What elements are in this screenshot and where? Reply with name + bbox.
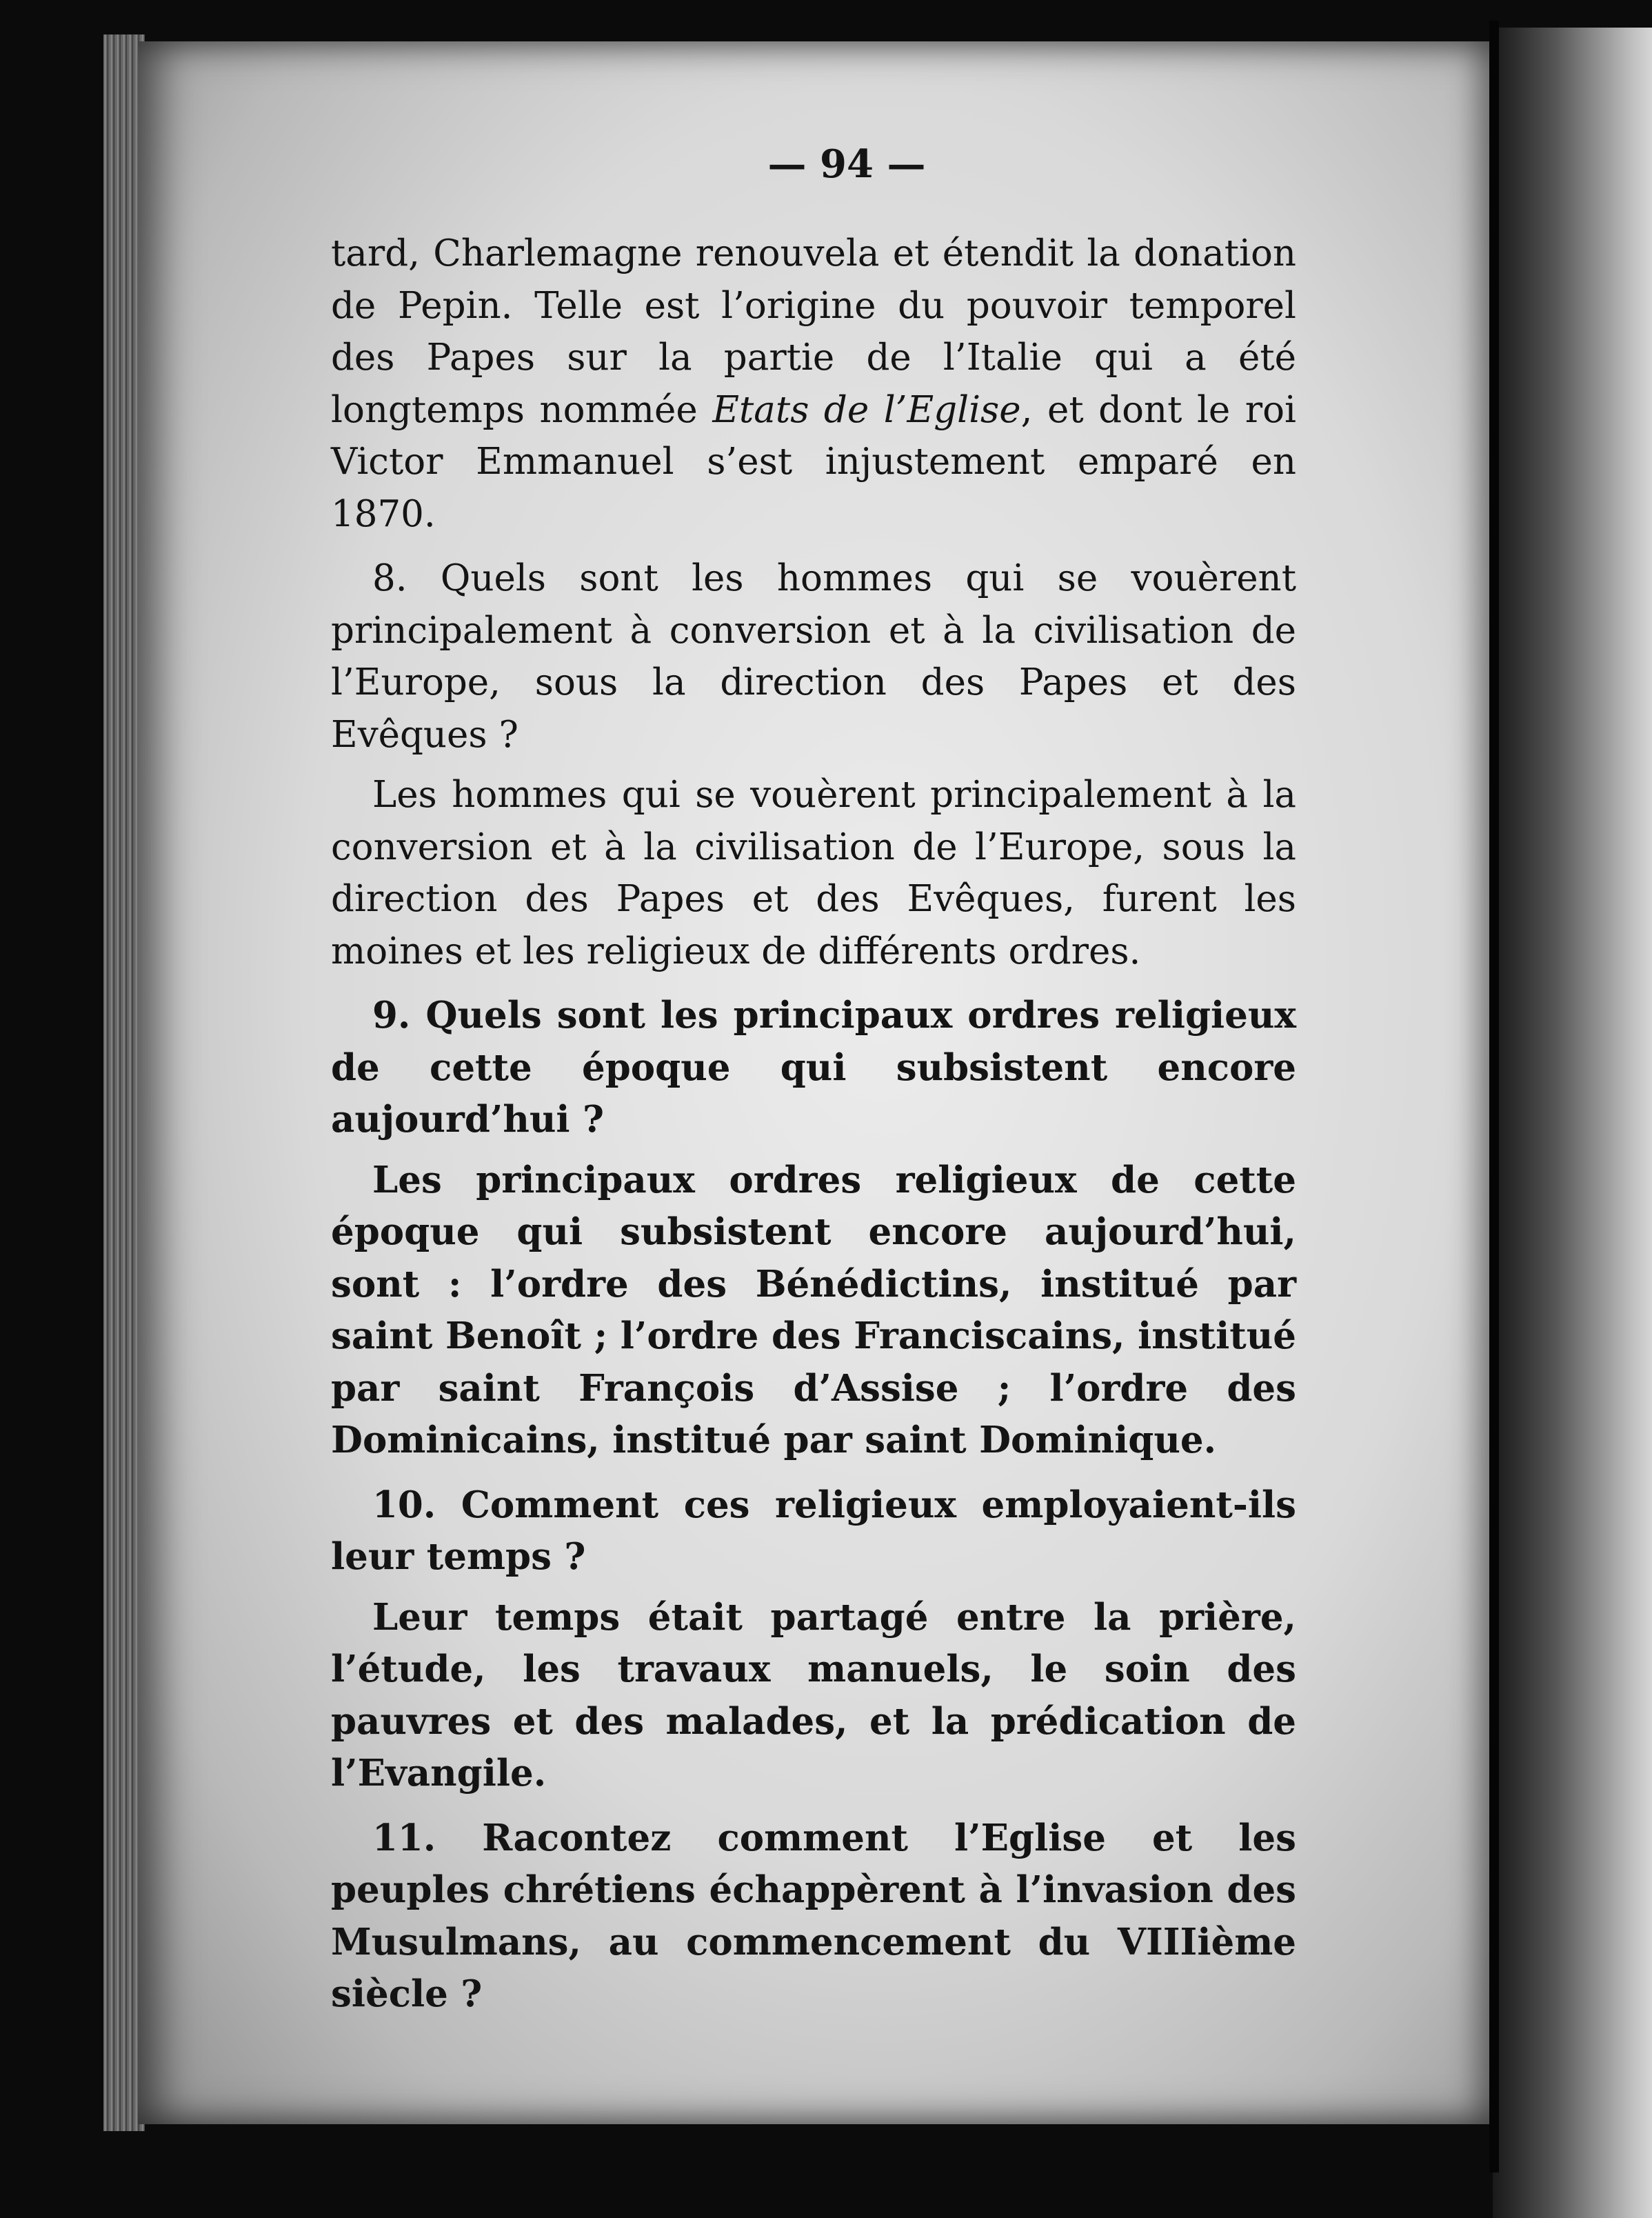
question-10: 10. Comment ces religieux employaient-ils leur temps ? — [331, 1483, 1296, 1578]
paragraph-continuation — [331, 228, 1296, 540]
answer-8: Les hommes qui se vouèrent principalement à la conversion et à la civilisation de l’Europe, sous la direction des Papes et des Evêques, furent les moines et les religieux de différents ordres. — [331, 774, 1296, 972]
facing-page-edge — [1493, 28, 1652, 2218]
question-11: 11. Racontez comment l’Eglise et les peuples chrétiens échappèrent à l’invasion des Musulmans, au commencement du VIIIième siècle ? — [331, 1816, 1296, 2015]
italic-title: Etats de l’Eglise — [712, 388, 1021, 431]
answer-9: Les principaux ordres religieux de cette époque qui subsistent encore aujourd’hui, sont : l’ordre des Bénédictins, institué par saint Benoît ; l’ordre des Franciscains, institué par saint François d’Assise ; l’ordre des Dominicains, institué par saint Dominique. — [331, 1158, 1296, 1461]
answer-10: Leur temps était partagé entre la prière, l’étude, les travaux manuels, le soin des pauvres et des malades, et la prédication de l’Evangile. — [331, 1595, 1296, 1795]
question-9: 9. Quels sont les principaux ordres religieux de cette époque qui subsistent encore aujourd’hui ? — [331, 994, 1296, 1141]
page-text — [331, 228, 1296, 2029]
page-number: — 94 — — [767, 141, 926, 187]
question-8: 8. Quels sont les hommes qui se vouèrent principalement à conversion et à la civilisation de l’Europe, sous la direction des Papes et des Evêques ? — [331, 557, 1296, 756]
paragraph-text: , et dont le roi Victor Emmanuel s’est injustement emparé en 1870. — [331, 388, 1297, 535]
binding-gutter — [1489, 21, 1499, 2172]
paragraph-text: tard, Charlemagne renouvela et étendit la donation de Pepin. Telle est l’origine du pouvoir temporel des Papes sur la partie de l’Italie qui a été longtemps nommée — [331, 232, 1296, 431]
